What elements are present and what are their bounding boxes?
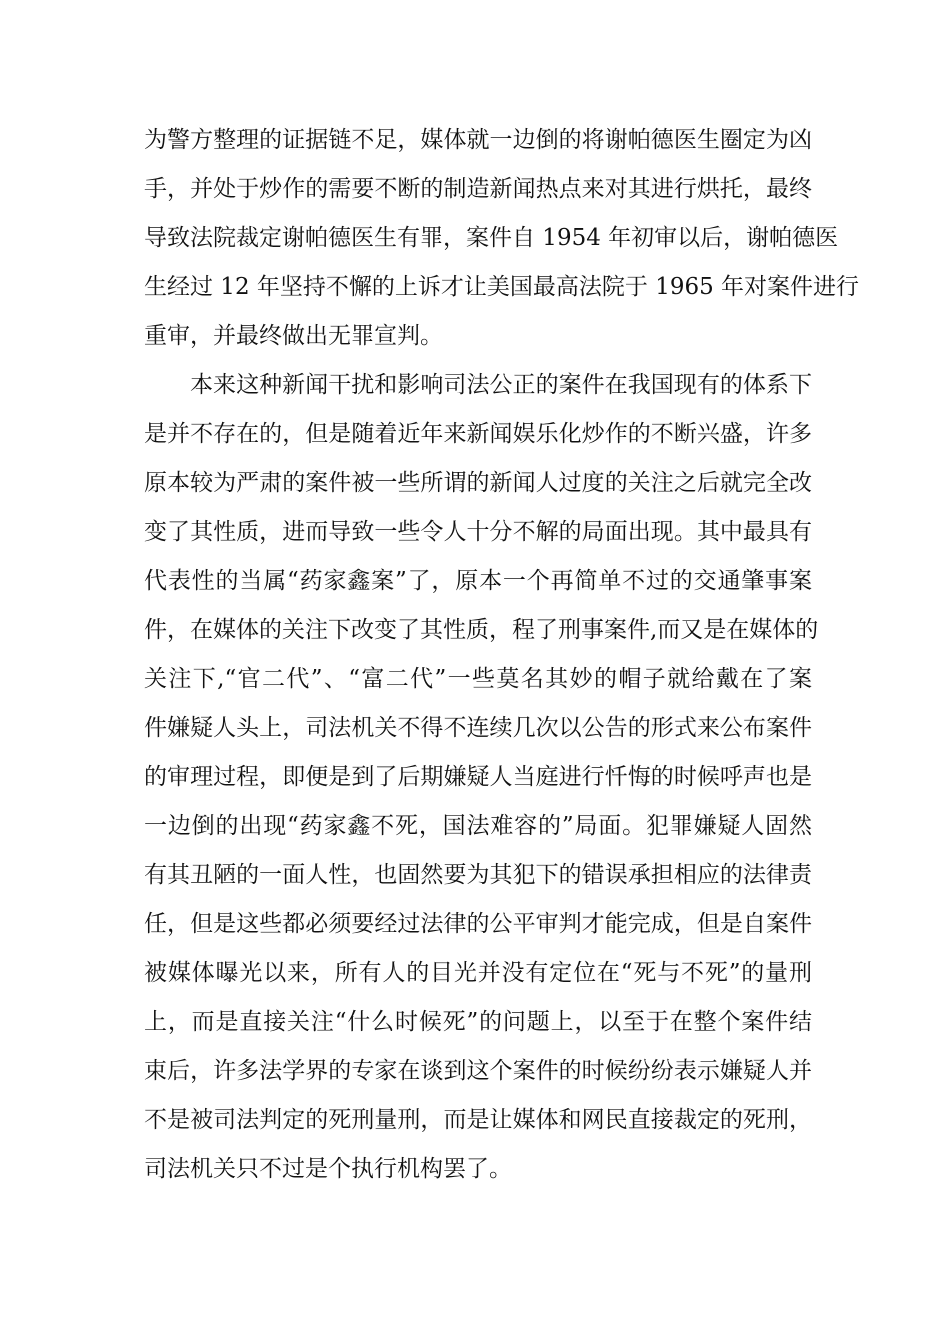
paragraph-2-line-12: 任，但是这些都必须要经过法律的公平审判才能完成，但是自案件	[144, 911, 812, 937]
paragraph-2-line-5: 代表性的当属“药家鑫案”了，原本一个再简单不过的交通肇事案	[144, 568, 812, 594]
paragraph-2-line-16: 不是被司法判定的死刑量刑，而是让媒体和网民直接裁定的死刑，	[144, 1107, 812, 1133]
paragraph-1-line-3: 导致法院裁定谢帕德医生有罪，案件自 1954 年初审以后，谢帕德医	[144, 225, 839, 251]
paragraph-2-line-17: 司法机关只不过是个执行机构罢了。	[144, 1156, 512, 1182]
paragraph-2-line-11: 有其丑陋的一面人性，也固然要为其犯下的错误承担相应的法律责	[144, 862, 812, 888]
paragraph-2-line-10: 一边倒的出现“药家鑫不死，国法难容的”局面。犯罪嫌疑人固然	[144, 813, 812, 839]
paragraph-2-line-9: 的审理过程，即便是到了后期嫌疑人当庭进行忏悔的时候呼声也是	[144, 764, 812, 790]
paragraph-2-line-7: 关注下,“官二代”、“富二代”一些莫名其妙的帽子就给戴在了案	[144, 666, 812, 692]
paragraph-2-line-4: 变了其性质，进而导致一些令人十分不解的局面出现。其中最具有	[144, 519, 812, 545]
paragraph-1-line-4: 生经过 12 年坚持不懈的上诉才让美国最高法院于 1965 年对案件进行	[144, 274, 860, 300]
paragraph-1-line-1: 为警方整理的证据链不足，媒体就一边倒的将谢帕德医生圈定为凶	[144, 127, 812, 153]
paragraph-2-line-2: 是并不存在的，但是随着近年来新闻娱乐化炒作的不断兴盛，许多	[144, 421, 812, 447]
paragraph-2-line-1: 本来这种新闻干扰和影响司法公正的案件在我国现有的体系下	[190, 372, 812, 398]
paragraph-1-line-5: 重审，并最终做出无罪宣判。	[144, 323, 443, 349]
paragraph-1-line-2: 手，并处于炒作的需要不断的制造新闻热点来对其进行烘托，最终	[144, 176, 812, 202]
paragraph-2-line-14: 上，而是直接关注“什么时候死”的问题上，以至于在整个案件结	[144, 1009, 812, 1035]
paragraph-2-line-13: 被媒体曝光以来，所有人的目光并没有定位在“死与不死”的量刑	[144, 960, 812, 986]
paragraph-2-line-6: 件，在媒体的关注下改变了其性质，程了刑事案件,而又是在媒体的	[144, 617, 819, 643]
paragraph-2-line-15: 束后，许多法学界的专家在谈到这个案件的时候纷纷表示嫌疑人并	[144, 1058, 812, 1084]
paragraph-2-line-8: 件嫌疑人头上，司法机关不得不连续几次以公告的形式来公布案件	[144, 715, 812, 741]
paragraph-2-line-3: 原本较为严肃的案件被一些所谓的新闻人过度的关注之后就完全改	[144, 470, 812, 496]
